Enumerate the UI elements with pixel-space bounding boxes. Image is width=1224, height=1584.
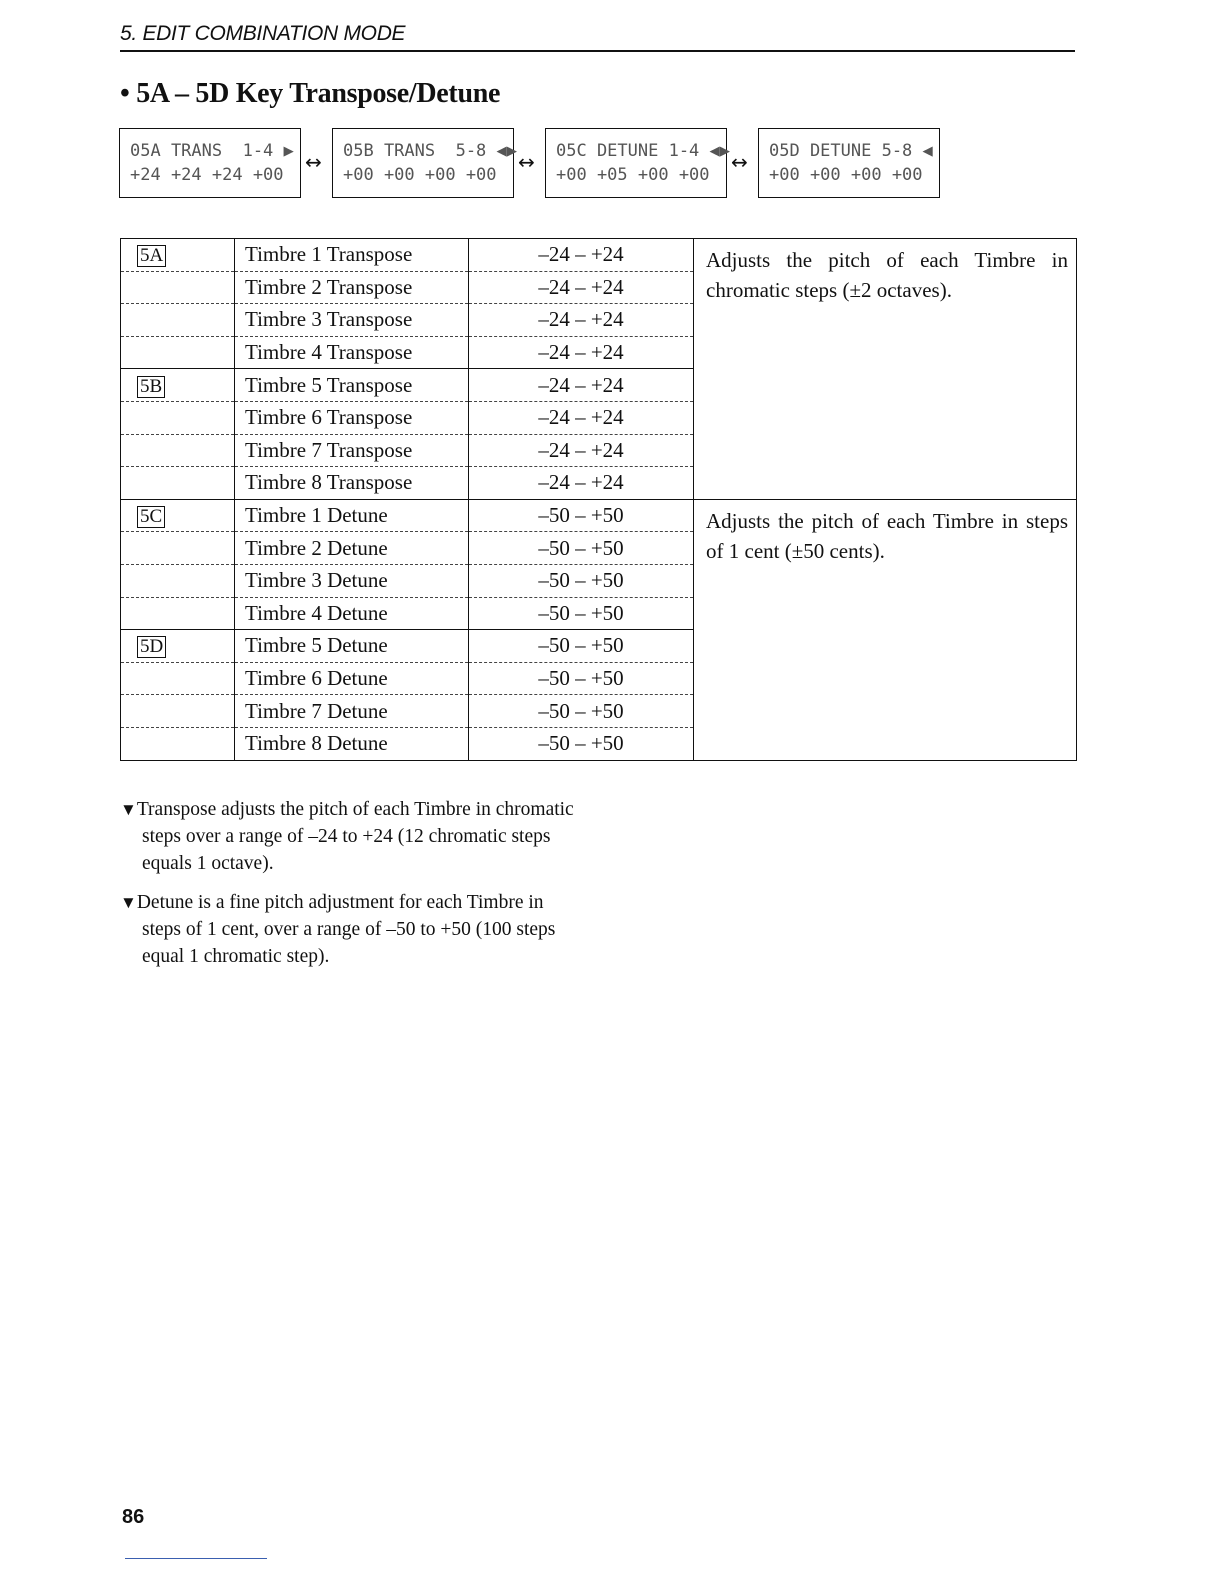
transpose-description: Adjusts the pitch of each Timbre in chromatic steps (±2 octaves). [694, 239, 1077, 500]
lcd-line-1: 05D DETUNE 5-8 ◀ [769, 141, 933, 161]
param-name: Timbre 5 Transpose [235, 369, 469, 402]
transpose-note-text: Transpose adjusts the pitch of each Timbre in chromatic steps over a range of –24 to +24 (12 chromatic steps equals 1 octave). [136, 799, 574, 874]
table-row [121, 499, 1077, 532]
page-cell [121, 369, 235, 402]
param-name: Timbre 2 Detune [235, 532, 469, 565]
param-range: –50 – +50 [469, 662, 694, 695]
param-name: Timbre 6 Transpose [235, 401, 469, 434]
lcd-screens [119, 128, 959, 200]
lcd-line-1: 05B TRANS 5-8 ◀▶ [343, 141, 517, 161]
transpose-note [120, 796, 580, 877]
param-range: –24 – +24 [469, 271, 694, 304]
header-title: 5. EDIT COMBINATION MODE [120, 22, 406, 45]
table-row [121, 239, 1077, 272]
page-number: 86 [122, 1506, 145, 1528]
param-range: –24 – +24 [469, 239, 694, 272]
param-range: –24 – +24 [469, 304, 694, 337]
param-range: –50 – +50 [469, 532, 694, 565]
notes [120, 796, 580, 982]
page-label: 5C [137, 506, 165, 528]
triangle-bullet-icon: ▼ [120, 893, 137, 912]
detune-description: Adjusts the pitch of each Timbre in steps of 1 cent (±50 cents). [694, 499, 1077, 760]
param-name: Timbre 7 Detune [235, 695, 469, 728]
param-name: Timbre 3 Transpose [235, 304, 469, 337]
param-range: –24 – +24 [469, 401, 694, 434]
page-header [120, 22, 1075, 52]
param-name: Timbre 1 Transpose [235, 239, 469, 272]
double-arrow-icon: ↔ [305, 150, 322, 174]
param-range: –50 – +50 [469, 597, 694, 630]
param-range: –50 – +50 [469, 499, 694, 532]
param-name: Timbre 7 Transpose [235, 434, 469, 467]
double-arrow-icon: ↔ [731, 150, 748, 174]
param-name: Timbre 4 Transpose [235, 336, 469, 369]
section-title: • 5A – 5D Key Transpose/Detune [120, 78, 501, 109]
param-range: –24 – +24 [469, 434, 694, 467]
param-name: Timbre 2 Transpose [235, 271, 469, 304]
lcd-line-2: +00 +00 +00 +00 [343, 165, 497, 185]
page-cell [121, 499, 235, 532]
triangle-bullet-icon: ▼ [120, 800, 137, 819]
param-range: –50 – +50 [469, 564, 694, 597]
param-range: –50 – +50 [469, 630, 694, 663]
param-range: –50 – +50 [469, 727, 694, 760]
lcd-screen-5a [119, 128, 301, 198]
detune-note-text: Detune is a fine pitch adjustment for each Timbre in steps of 1 cent, over a range of –50 to +50 (100 steps equal 1 chromatic step). [136, 892, 556, 967]
lcd-line-2: +00 +00 +00 +00 [769, 165, 923, 185]
footer-rule [125, 1558, 267, 1559]
param-name: Timbre 3 Detune [235, 564, 469, 597]
param-name: Timbre 6 Detune [235, 662, 469, 695]
lcd-screen-5b [332, 128, 517, 198]
parameter-table [120, 238, 1077, 761]
page-cell [121, 239, 235, 272]
page-label: 5A [137, 245, 166, 267]
page-label: 5B [137, 376, 165, 398]
param-name: Timbre 8 Detune [235, 727, 469, 760]
lcd-screen-5c [545, 128, 730, 198]
lcd-line-2: +24 +24 +24 +00 [130, 165, 284, 185]
param-range: –24 – +24 [469, 369, 694, 402]
lcd-line-1: 05C DETUNE 1-4 ◀▶ [556, 141, 730, 161]
page-cell [121, 630, 235, 663]
page-label: 5D [137, 636, 166, 658]
detune-note [120, 889, 580, 970]
param-range: –50 – +50 [469, 695, 694, 728]
param-range: –24 – +24 [469, 467, 694, 500]
param-name: Timbre 1 Detune [235, 499, 469, 532]
param-name: Timbre 8 Transpose [235, 467, 469, 500]
double-arrow-icon: ↔ [518, 150, 535, 174]
lcd-line-2: +00 +05 +00 +00 [556, 165, 710, 185]
param-name: Timbre 5 Detune [235, 630, 469, 663]
lcd-line-1: 05A TRANS 1-4 ▶ [130, 141, 294, 161]
lcd-screen-5d [758, 128, 940, 198]
param-name: Timbre 4 Detune [235, 597, 469, 630]
param-range: –24 – +24 [469, 336, 694, 369]
